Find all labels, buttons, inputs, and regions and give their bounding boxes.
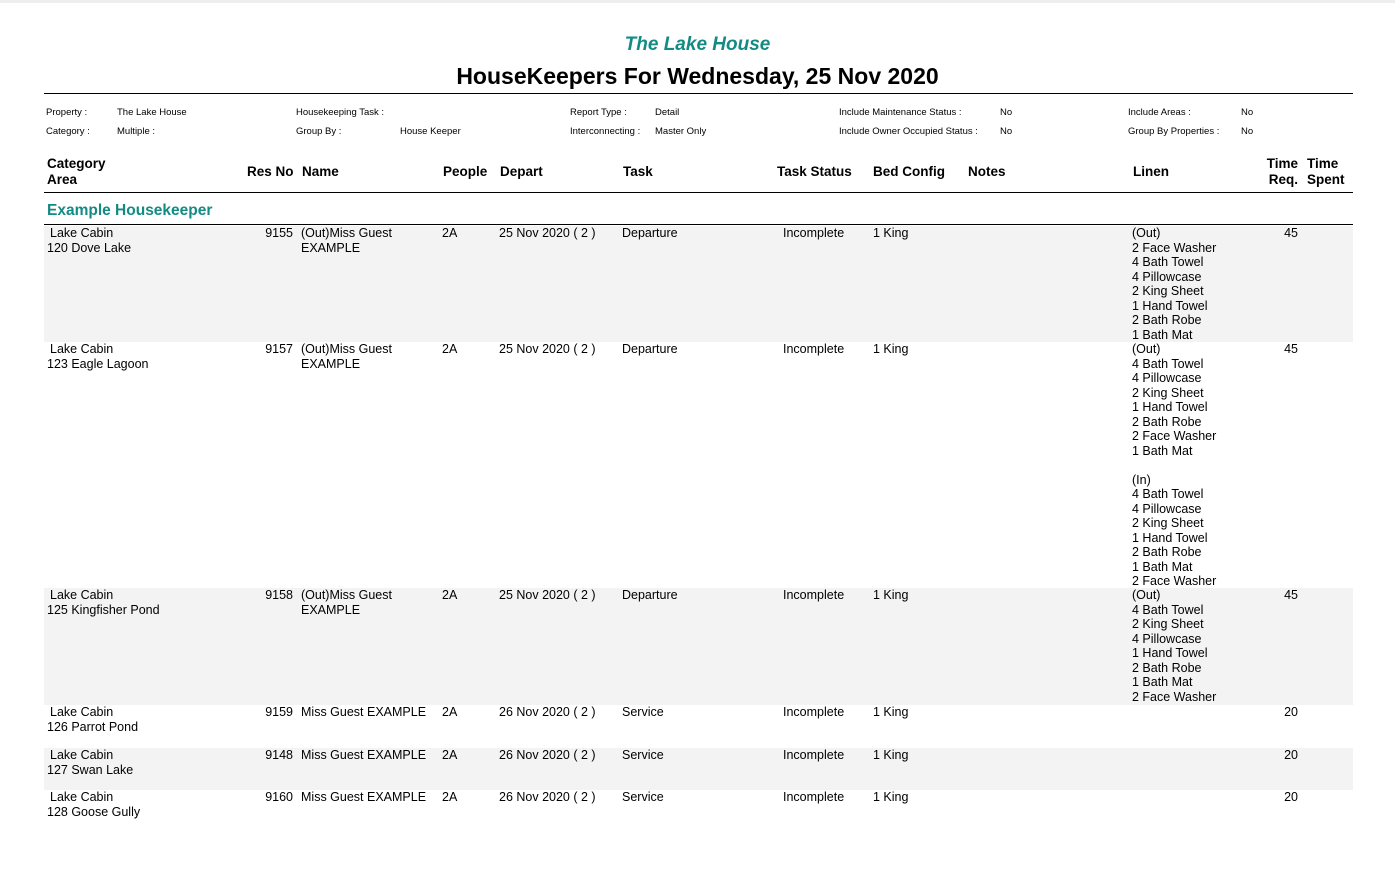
property-value: The Lake House (117, 107, 187, 118)
col-time-spent-line2: Spent (1307, 172, 1345, 187)
cell-people (442, 790, 457, 805)
cell-bed-value: 1 King (873, 588, 909, 602)
hk-task-label: Housekeeping Task : (296, 107, 385, 118)
cell-task (622, 748, 664, 763)
linen-item: 4 Pillowcase (1132, 501, 1202, 516)
linen-item: 2 King Sheet (1132, 617, 1204, 631)
owner-occupied-value: No (1000, 126, 1013, 137)
cell-name-line1: Miss Guest EXAMPLE (301, 790, 427, 804)
maintenance-value: No (1000, 107, 1013, 118)
property-label: Property : (46, 107, 88, 118)
linen-item: 4 Bath Towel (1132, 255, 1204, 269)
col-depart: Depart (500, 164, 543, 179)
cell-res-no (242, 790, 293, 805)
linen-item: (Out) (1132, 588, 1161, 602)
cell-status (783, 705, 844, 720)
cell-time-req-value: 45 (1284, 588, 1298, 602)
linen-item: 4 Pillowcase (1132, 371, 1202, 385)
cell-depart (499, 705, 596, 720)
col-notes: Notes (968, 164, 1006, 179)
cell-category-area (47, 588, 160, 617)
cell-depart (499, 342, 596, 357)
cell-bed-value: 1 King (873, 790, 909, 804)
cell-name-line1: Miss Guest EXAMPLE (301, 705, 427, 719)
cell-status (783, 588, 844, 603)
linen-item: 1 Hand Towel (1132, 400, 1208, 414)
col-time-req (1266, 156, 1298, 188)
table-row (44, 790, 1353, 820)
cell-task (622, 705, 664, 720)
table-row (44, 705, 1353, 748)
header-divider (44, 93, 1353, 94)
cell-people-value: 2A (442, 588, 458, 602)
cell-name-line1: (Out)Miss Guest (301, 226, 392, 240)
linen-item: 1 Bath Mat (1132, 327, 1193, 342)
linen-item: 1 Hand Towel (1132, 646, 1208, 660)
linen-item: 2 Face Washer (1132, 689, 1217, 704)
cell-category: Lake Cabin (50, 705, 114, 719)
col-time-req-line2: Req. (1268, 172, 1298, 187)
cell-task-value: Service (622, 748, 664, 762)
cell-bed (873, 748, 908, 763)
cell-status (783, 342, 844, 357)
cell-task (622, 588, 678, 603)
linen-item: (In) (1132, 472, 1151, 487)
cell-depart-value: 25 Nov 2020 ( 2 ) (499, 588, 596, 602)
cell-linen (1132, 588, 1216, 704)
linen-item: 1 Bath Mat (1132, 559, 1193, 574)
cell-name-line1: (Out)Miss Guest (301, 342, 392, 356)
cell-task-value: Departure (622, 226, 678, 240)
cell-people-value: 2A (442, 705, 458, 719)
cell-depart-value: 26 Nov 2020 ( 2 ) (499, 748, 596, 762)
cell-name (301, 226, 392, 255)
linen-item: 2 Face Washer (1132, 574, 1217, 588)
linen-item: 2 Bath Robe (1132, 545, 1202, 559)
group-by-value: House Keeper (400, 126, 461, 137)
cell-res-no-value: 9160 (265, 790, 293, 804)
cell-name-line1: (Out)Miss Guest (301, 588, 392, 602)
cell-time-req (1266, 226, 1298, 241)
cell-depart (499, 588, 596, 603)
cell-name-line2: EXAMPLE (301, 240, 361, 255)
col-category-area (47, 156, 106, 188)
cell-time-req-value: 45 (1284, 226, 1298, 240)
cell-res-no (242, 705, 293, 720)
cell-people (442, 342, 457, 357)
cell-task (622, 790, 664, 805)
cell-category-area (47, 790, 140, 819)
linen-item: 4 Bath Towel (1132, 356, 1204, 371)
owner-occupied-label: Include Owner Occupied Status : (839, 126, 978, 137)
cell-status-value: Incomplete (783, 790, 845, 804)
cell-status-value: Incomplete (783, 342, 845, 356)
cell-name-line1: Miss Guest EXAMPLE (301, 748, 427, 762)
cell-people-value: 2A (442, 748, 458, 762)
cell-bed (873, 705, 908, 720)
col-time-req-line1: Time (1266, 156, 1298, 171)
cell-depart (499, 790, 596, 805)
col-task: Task (623, 164, 653, 179)
column-header-divider (44, 192, 1353, 193)
cell-name (301, 342, 392, 371)
cell-time-req-value: 45 (1284, 342, 1298, 356)
cell-res-no-value: 9158 (265, 588, 293, 602)
cell-status-value: Incomplete (783, 748, 845, 762)
cell-people (442, 705, 457, 720)
linen-item: 1 Bath Mat (1132, 675, 1193, 689)
maintenance-label: Include Maintenance Status : (839, 107, 962, 118)
linen-item: 2 Face Washer (1132, 240, 1217, 255)
group-divider (44, 224, 1353, 225)
cell-area: 128 Goose Gully (47, 804, 141, 819)
cell-time-req (1266, 790, 1298, 805)
cell-task-value: Departure (622, 342, 678, 356)
cell-people-value: 2A (442, 226, 458, 240)
cell-bed-value: 1 King (873, 748, 909, 762)
report-type-label: Report Type : (570, 107, 627, 118)
cell-res-no (242, 588, 293, 603)
category-label: Category : (46, 126, 90, 137)
linen-item: 4 Bath Towel (1132, 602, 1204, 617)
include-areas-label: Include Areas : (1128, 107, 1191, 118)
cell-name (301, 705, 426, 720)
cell-status-value: Incomplete (783, 226, 845, 240)
linen-item: 2 King Sheet (1132, 516, 1204, 530)
table-row (44, 226, 1353, 342)
linen-item: 2 Bath Robe (1132, 414, 1202, 429)
linen-item: (Out) (1132, 342, 1161, 356)
cell-depart (499, 226, 596, 241)
col-area-label: Area (47, 172, 78, 187)
cell-task (622, 342, 678, 357)
cell-res-no-value: 9157 (265, 342, 293, 356)
cell-name (301, 588, 392, 617)
cell-status (783, 790, 844, 805)
cell-category-area (47, 226, 131, 255)
group-by-label: Group By : (296, 126, 342, 137)
cell-name-line2: EXAMPLE (301, 356, 361, 371)
cell-people-value: 2A (442, 790, 458, 804)
cell-category: Lake Cabin (50, 226, 114, 240)
cell-category: Lake Cabin (50, 790, 114, 804)
cell-bed (873, 790, 908, 805)
cell-time-req-value: 20 (1284, 790, 1298, 804)
linen-item: (Out) (1132, 226, 1161, 240)
cell-bed (873, 588, 908, 603)
cell-status-value: Incomplete (783, 705, 845, 719)
linen-item (1132, 458, 1216, 473)
linen-item: 1 Bath Mat (1132, 443, 1193, 458)
cell-bed (873, 226, 908, 241)
cell-area: 123 Eagle Lagoon (47, 356, 149, 371)
linen-item: 1 Hand Towel (1132, 530, 1208, 545)
cell-depart (499, 748, 596, 763)
category-value: Multiple : (117, 126, 156, 137)
include-areas-value: No (1241, 107, 1254, 118)
cell-status (783, 748, 844, 763)
group-by-properties-value: No (1241, 126, 1254, 137)
cell-time-req (1266, 588, 1298, 603)
cell-depart-value: 26 Nov 2020 ( 2 ) (499, 705, 596, 719)
site-name: The Lake House (624, 34, 771, 55)
cell-linen (1132, 342, 1216, 589)
cell-depart-value: 26 Nov 2020 ( 2 ) (499, 790, 596, 804)
cell-task-value: Service (622, 705, 664, 719)
linen-item: 4 Pillowcase (1132, 269, 1202, 284)
col-task-status: Task Status (777, 164, 852, 179)
linen-item: 2 King Sheet (1132, 284, 1204, 298)
cell-category-area (47, 342, 148, 371)
table-row (44, 588, 1353, 705)
cell-linen (1132, 226, 1216, 342)
cell-time-req (1266, 705, 1298, 720)
cell-task-value: Service (622, 790, 664, 804)
cell-category-area (47, 748, 133, 777)
linen-item: 2 King Sheet (1132, 385, 1204, 400)
linen-item: 4 Bath Towel (1132, 487, 1204, 501)
cell-name-line2: EXAMPLE (301, 602, 361, 617)
cell-res-no-value: 9159 (265, 705, 293, 719)
linen-item: 2 Bath Robe (1132, 660, 1202, 675)
cell-people (442, 588, 457, 603)
cell-status-value: Incomplete (783, 588, 845, 602)
cell-time-req-value: 20 (1284, 748, 1298, 762)
col-linen: Linen (1133, 164, 1169, 179)
cell-task-value: Departure (622, 588, 678, 602)
linen-item: 2 Face Washer (1132, 429, 1217, 443)
cell-res-no (242, 342, 293, 357)
cell-area: 127 Swan Lake (47, 762, 134, 777)
col-res-no: Res No (247, 164, 294, 179)
cell-category: Lake Cabin (50, 588, 114, 602)
cell-depart-value: 25 Nov 2020 ( 2 ) (499, 342, 596, 356)
interconnecting-value: Master Only (655, 126, 707, 137)
cell-people-value: 2A (442, 342, 458, 356)
cell-category: Lake Cabin (50, 342, 114, 356)
col-people: People (443, 164, 488, 179)
cell-area: 126 Parrot Pond (47, 719, 139, 734)
report-title: HouseKeepers For Wednesday, 25 Nov 2020 (456, 63, 939, 89)
cell-status (783, 226, 844, 241)
top-border (0, 0, 1395, 3)
cell-bed-value: 1 King (873, 226, 909, 240)
cell-bed-value: 1 King (873, 705, 909, 719)
cell-time-req-value: 20 (1284, 705, 1298, 719)
interconnecting-label: Interconnecting : (570, 126, 641, 137)
cell-bed (873, 342, 908, 357)
cell-area: 125 Kingfisher Pond (47, 602, 160, 617)
cell-category: Lake Cabin (50, 748, 114, 762)
housekeeper-group-title: Example Housekeeper (47, 202, 213, 219)
report-type-value: Detail (655, 107, 680, 118)
cell-name (301, 748, 426, 763)
table-row (44, 748, 1353, 790)
cell-people (442, 226, 457, 241)
cell-res-no-value: 9148 (265, 748, 293, 762)
cell-area: 120 Dove Lake (47, 240, 132, 255)
col-category-label: Category (47, 156, 106, 171)
cell-res-no (242, 748, 293, 763)
cell-time-req (1266, 748, 1298, 763)
col-time-spent (1307, 156, 1345, 188)
cell-people (442, 748, 457, 763)
linen-item: 4 Pillowcase (1132, 631, 1202, 646)
cell-task (622, 226, 678, 241)
col-name: Name (302, 164, 339, 179)
cell-name (301, 790, 426, 805)
group-by-properties-label: Group By Properties : (1128, 126, 1220, 137)
cell-category-area (47, 705, 138, 734)
linen-item: 1 Hand Towel (1132, 298, 1208, 313)
cell-time-req (1266, 342, 1298, 357)
cell-depart-value: 25 Nov 2020 ( 2 ) (499, 226, 596, 240)
cell-res-no (242, 226, 293, 241)
cell-bed-value: 1 King (873, 342, 909, 356)
linen-item: 2 Bath Robe (1132, 313, 1202, 327)
col-bed-config: Bed Config (873, 164, 945, 179)
table-row (44, 342, 1353, 588)
col-time-spent-line1: Time (1307, 156, 1339, 171)
cell-res-no-value: 9155 (265, 226, 293, 240)
